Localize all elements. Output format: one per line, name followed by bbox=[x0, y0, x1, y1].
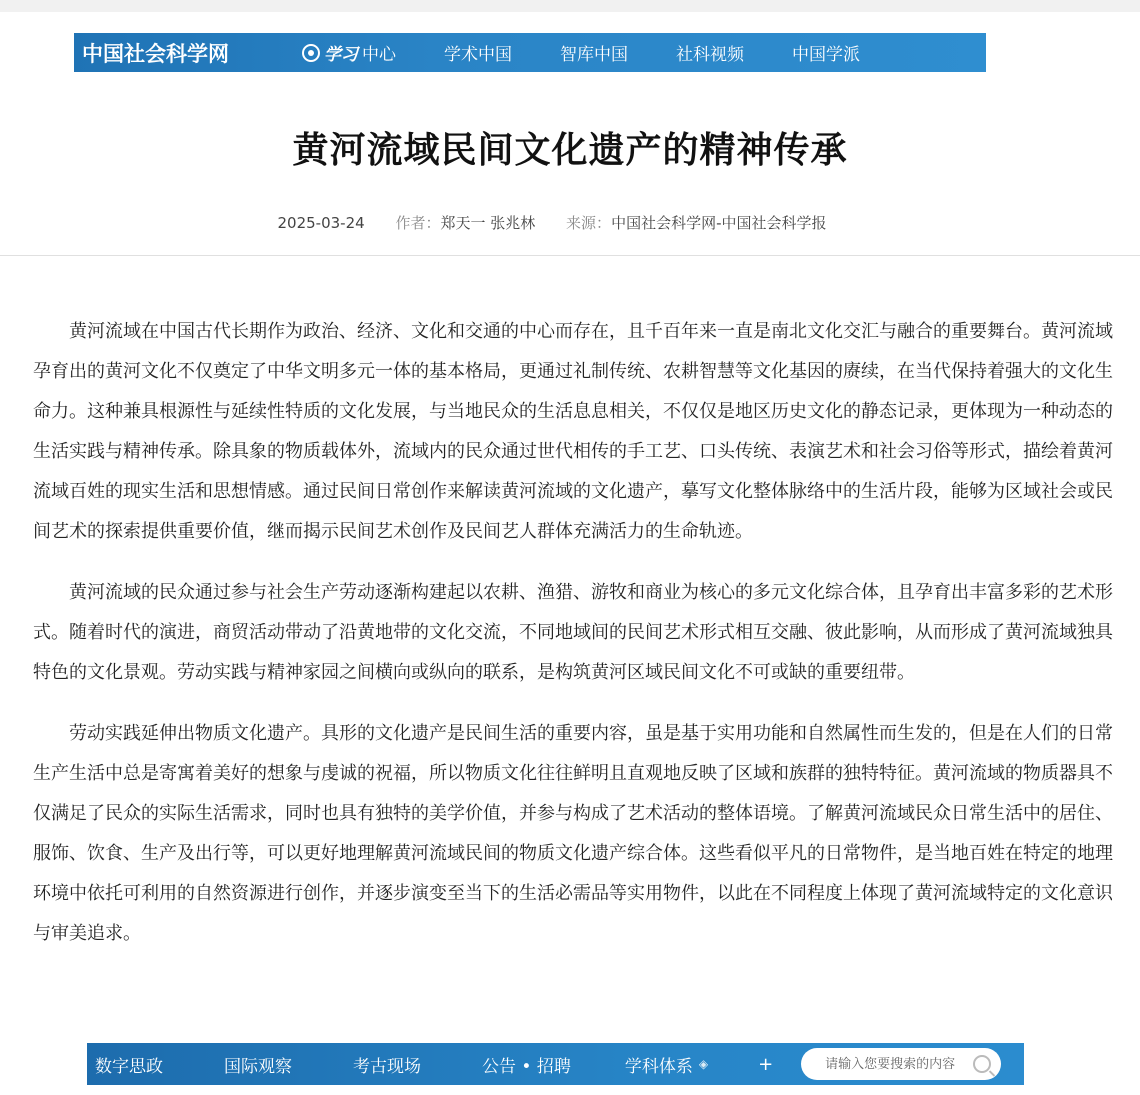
author-names: 郑天一 张兆林 bbox=[440, 214, 536, 232]
main-nav bbox=[302, 33, 908, 72]
diamond-icon: ◈ bbox=[698, 1057, 709, 1071]
site-header-nav bbox=[74, 33, 986, 72]
article-paragraph: 黄河流域在中国古代长期作为政治、经济、文化和交通的中心而存在，且千百年来一直是南北文化交汇与融合的重要舞台。黄河流域孕育出的黄河文化不仅奠定了中华文明多元一体的基本格局，更通过礼制传统、农耕智慧等文化基因的赓续，在当代保持着强大的文化生命力。这种兼具根源性与延续性特质的文化发展，与当地民众的生活息息相关，不仅仅是地区历史文化的静态记录，更体现为一种动态的生活实践与精神传承。除具象的物质载体外，流域内的民众通过世代相传的手工艺、口头传统、表演艺术和社会习俗等形式，描绘着黄河流域百姓的现实生活和思想情感。通过民间日常创作来解读黄河流域的文化遗产，摹写文化整体脉络中的生活片段，能够为区域社会或民间艺术的探索提供重要价值，继而揭示民间艺术创作及民间艺人群体充满活力的生命轨迹。 bbox=[33, 321, 1113, 542]
bottom-nav-item-gjgc[interactable]: 国际观察 bbox=[224, 1056, 292, 1077]
xuexi-logo-icon bbox=[302, 44, 320, 62]
article-date: 2025-03-24 bbox=[277, 214, 365, 232]
article-paragraph: 劳动实践延伸出物质文化遗产。具形的文化遗产是民间生活的重要内容，虽是基于实用功能和自然属性而生发的，但是在人们的日常生产生活中总是寄寓着美好的想象与虔诚的祝福，所以物质文化往往鲜明且直观地反映了区域和族群的独特特征。黄河流域的物质器具不仅满足了民众的实际生活需求，同时也具有独特的美学价值，并参与构成了艺术活动的整体语境。了解黄河流域民众日常生活中的居住、服饰、饮食、生产及出行等，可以更好地理解黄河流域民间的物质文化遗产综合体。这些看似平凡的日常物件，是当地百姓在特定的地理环境中依托可利用的自然资源进行创作，并逐步演变至当下的生活必需品等实用物件，以此在不同程度上体现了黄河流域特定的文化意识与审美追求。 bbox=[33, 723, 1113, 944]
bottom-nav-item-xktx[interactable] bbox=[625, 1052, 708, 1077]
nav-item-xuexi-label: 学习 bbox=[324, 45, 358, 65]
search-icon[interactable] bbox=[973, 1055, 991, 1073]
top-strip bbox=[0, 0, 1140, 12]
nav-item-xuexi-extra: 中心 bbox=[362, 45, 396, 65]
source-name: 中国社会科学网-中国社会科学报 bbox=[611, 214, 827, 232]
nav-item-xuepai[interactable]: 中国学派 bbox=[792, 45, 860, 65]
author-label: 作者： bbox=[395, 214, 441, 232]
bottom-nav-item-notice[interactable]: 公告 • 招聘 bbox=[482, 1056, 571, 1077]
floating-bottom-nav bbox=[87, 1043, 1024, 1085]
nav-item-xueshu[interactable]: 学术中国 bbox=[444, 45, 512, 65]
nav-item-xuexi[interactable] bbox=[302, 40, 396, 65]
header-divider bbox=[0, 255, 1140, 256]
source-label: 来源： bbox=[566, 214, 612, 232]
article-source bbox=[566, 214, 826, 232]
site-logo[interactable]: 中国社会科学网 bbox=[82, 40, 229, 66]
article-paragraph: 黄河流域的民众通过参与社会生产劳动逐渐构建起以农耕、渔猎、游牧和商业为核心的多元文化综合体，且孕育出丰富多彩的艺术形式。随着时代的演进，商贸活动带动了沿黄地带的文化交流，不同地域间的民间艺术形式相互交融、彼此影响，从而形成了黄河流域独具特色的文化景观。劳动实践与精神家园之间横向或纵向的联系，是构筑黄河区域民间文化不可或缺的重要纽带。 bbox=[33, 582, 1113, 683]
bottom-nav-item-kgxc[interactable]: 考古现场 bbox=[353, 1056, 421, 1077]
article-body bbox=[33, 312, 1113, 975]
article-title: 黄河流域民间文化遗产的精神传承 bbox=[292, 130, 848, 172]
nav-item-video[interactable]: 社科视频 bbox=[676, 45, 744, 65]
article-author bbox=[395, 214, 535, 232]
plus-icon[interactable]: + bbox=[758, 1053, 774, 1075]
article-meta bbox=[0, 212, 1104, 233]
search-box bbox=[801, 1048, 1001, 1080]
bottom-nav-item-xktx-label: 学科体系 bbox=[624, 1056, 693, 1077]
nav-item-zhiku[interactable]: 智库中国 bbox=[560, 45, 628, 65]
search-input[interactable] bbox=[823, 1056, 967, 1073]
bottom-nav-item-szsz[interactable]: 数字思政 bbox=[95, 1056, 163, 1077]
